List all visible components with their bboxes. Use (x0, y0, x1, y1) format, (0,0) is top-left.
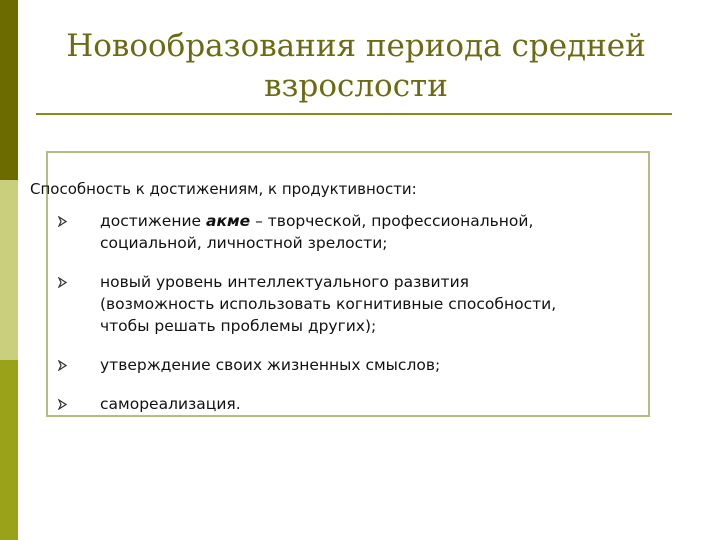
decor-bar-middle (0, 180, 18, 360)
item-text-after: – творческой, профессиональной, (250, 212, 534, 230)
item-line-1: новый уровень интеллектуального развития (100, 273, 469, 291)
arrowhead-bullet-icon (58, 271, 72, 293)
list-item-text (100, 273, 556, 335)
list-item (58, 271, 638, 337)
list-item (58, 210, 638, 254)
bullet-list (58, 210, 638, 424)
arrowhead-bullet-icon (58, 210, 72, 232)
slide-title-line2: взрослости (264, 68, 448, 104)
item-line-2: социальной, личностной зрелости; (100, 234, 388, 252)
slide-title (40, 26, 672, 106)
item-line-2: (возможность использовать когнитивные способности, (100, 295, 557, 313)
slide-title-line1: Новообразования периода средней (66, 28, 646, 64)
list-item-text: утверждение своих жизненных смыслов; (100, 356, 441, 374)
list-item-text (100, 212, 533, 252)
title-divider (36, 113, 672, 115)
lead-text: Способность к достижениям, к продуктивности: (30, 180, 417, 198)
decor-bar-bottom (0, 360, 18, 540)
item-accent-term: акме (206, 212, 251, 230)
item-text-before: достижение (100, 212, 206, 230)
list-item-text: самореализация. (100, 395, 241, 413)
list-item (58, 393, 638, 415)
item-line-3: чтобы решать проблемы других); (100, 317, 377, 335)
list-item (58, 354, 638, 376)
arrowhead-bullet-icon (58, 354, 72, 376)
arrowhead-bullet-icon (58, 393, 72, 415)
decor-bar-top (0, 0, 18, 180)
